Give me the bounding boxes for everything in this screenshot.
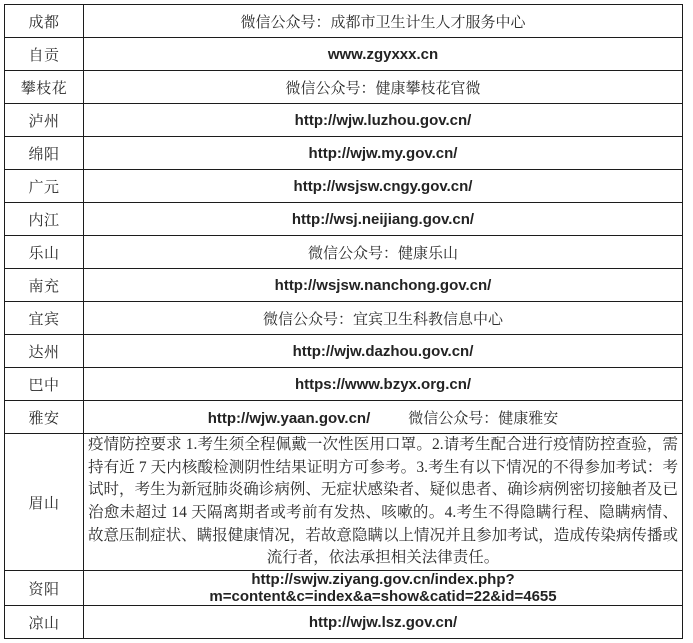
table-row	[5, 170, 683, 203]
table-row	[5, 606, 683, 639]
city-name: 成都	[5, 5, 84, 38]
city-name: 攀枝花	[5, 71, 84, 104]
table-row	[5, 5, 683, 38]
contact-value: http://wjw.dazhou.gov.cn/	[84, 335, 683, 368]
contact-value: 微信公众号：宜宾卫生科教信息中心	[84, 302, 683, 335]
contact-value: http://wjw.luzhou.gov.cn/	[84, 104, 683, 137]
city-name: 自贡	[5, 38, 84, 71]
city-name: 广元	[5, 170, 84, 203]
epidemic-control-notice: 疫情防控要求 1.考生须全程佩戴一次性医用口罩。2.请考生配合进行疫情防控查验，需持有近 7 天内核酸检测阴性结果证明方可参考。3.考生有以下情况的不得参加考试：考试时，考生为新冠肺炎确诊病例、无症状感染者、疑似患者、确诊病例密切接触者及已治愈未超过 14 天隔离期者或考前有发热、咳嗽的。4.考生不得隐瞒行程、隐瞒病情、故意压制症状、瞒报健康情况，若故意隐瞒以上情况并且参加考试，造成传染病传播或流行者，依法承担相关法律责任。	[84, 434, 683, 571]
city-name: 巴中	[5, 368, 84, 401]
table-row	[5, 269, 683, 302]
table-row	[5, 203, 683, 236]
city-name: 内江	[5, 203, 84, 236]
contact-value: https://www.bzyx.org.cn/	[84, 368, 683, 401]
city-name: 宜宾	[5, 302, 84, 335]
city-name: 达州	[5, 335, 84, 368]
table-row	[5, 302, 683, 335]
table-row	[5, 401, 683, 434]
contact-value: 微信公众号：健康攀枝花官微	[84, 71, 683, 104]
contact-value: http://swjw.ziyang.gov.cn/index.php?m=content&c=index&a=show&catid=22&id=4655	[84, 571, 683, 606]
city-name: 南充	[5, 269, 84, 302]
contact-value: 微信公众号：成都市卫生计生人才服务中心	[84, 5, 683, 38]
contact-value	[84, 401, 683, 434]
city-name: 眉山	[5, 434, 84, 571]
contact-value: 微信公众号：健康乐山	[84, 236, 683, 269]
table-row	[5, 137, 683, 170]
contact-value: http://wjw.lsz.gov.cn/	[84, 606, 683, 639]
contact-value: http://wjw.my.gov.cn/	[84, 137, 683, 170]
city-name: 泸州	[5, 104, 84, 137]
city-name: 绵阳	[5, 137, 84, 170]
yaan-wechat: 微信公众号：健康雅安	[408, 410, 559, 427]
table-row	[5, 104, 683, 137]
city-name: 雅安	[5, 401, 84, 434]
contact-value: http://wsj.neijiang.gov.cn/	[84, 203, 683, 236]
city-name: 乐山	[5, 236, 84, 269]
table-row	[5, 335, 683, 368]
city-name: 凉山	[5, 606, 84, 639]
contact-value: www.zgyxxx.cn	[84, 38, 683, 71]
table-row	[5, 571, 683, 606]
table-row	[5, 368, 683, 401]
city-name: 资阳	[5, 571, 84, 606]
table-row	[5, 434, 683, 571]
contact-value: http://wsjsw.nanchong.gov.cn/	[84, 269, 683, 302]
table-row	[5, 236, 683, 269]
table-row	[5, 71, 683, 104]
contact-value: http://wsjsw.cngy.gov.cn/	[84, 170, 683, 203]
yaan-url: http://wjw.yaan.gov.cn/	[207, 409, 371, 427]
city-contact-table	[4, 4, 683, 639]
table-row	[5, 38, 683, 71]
